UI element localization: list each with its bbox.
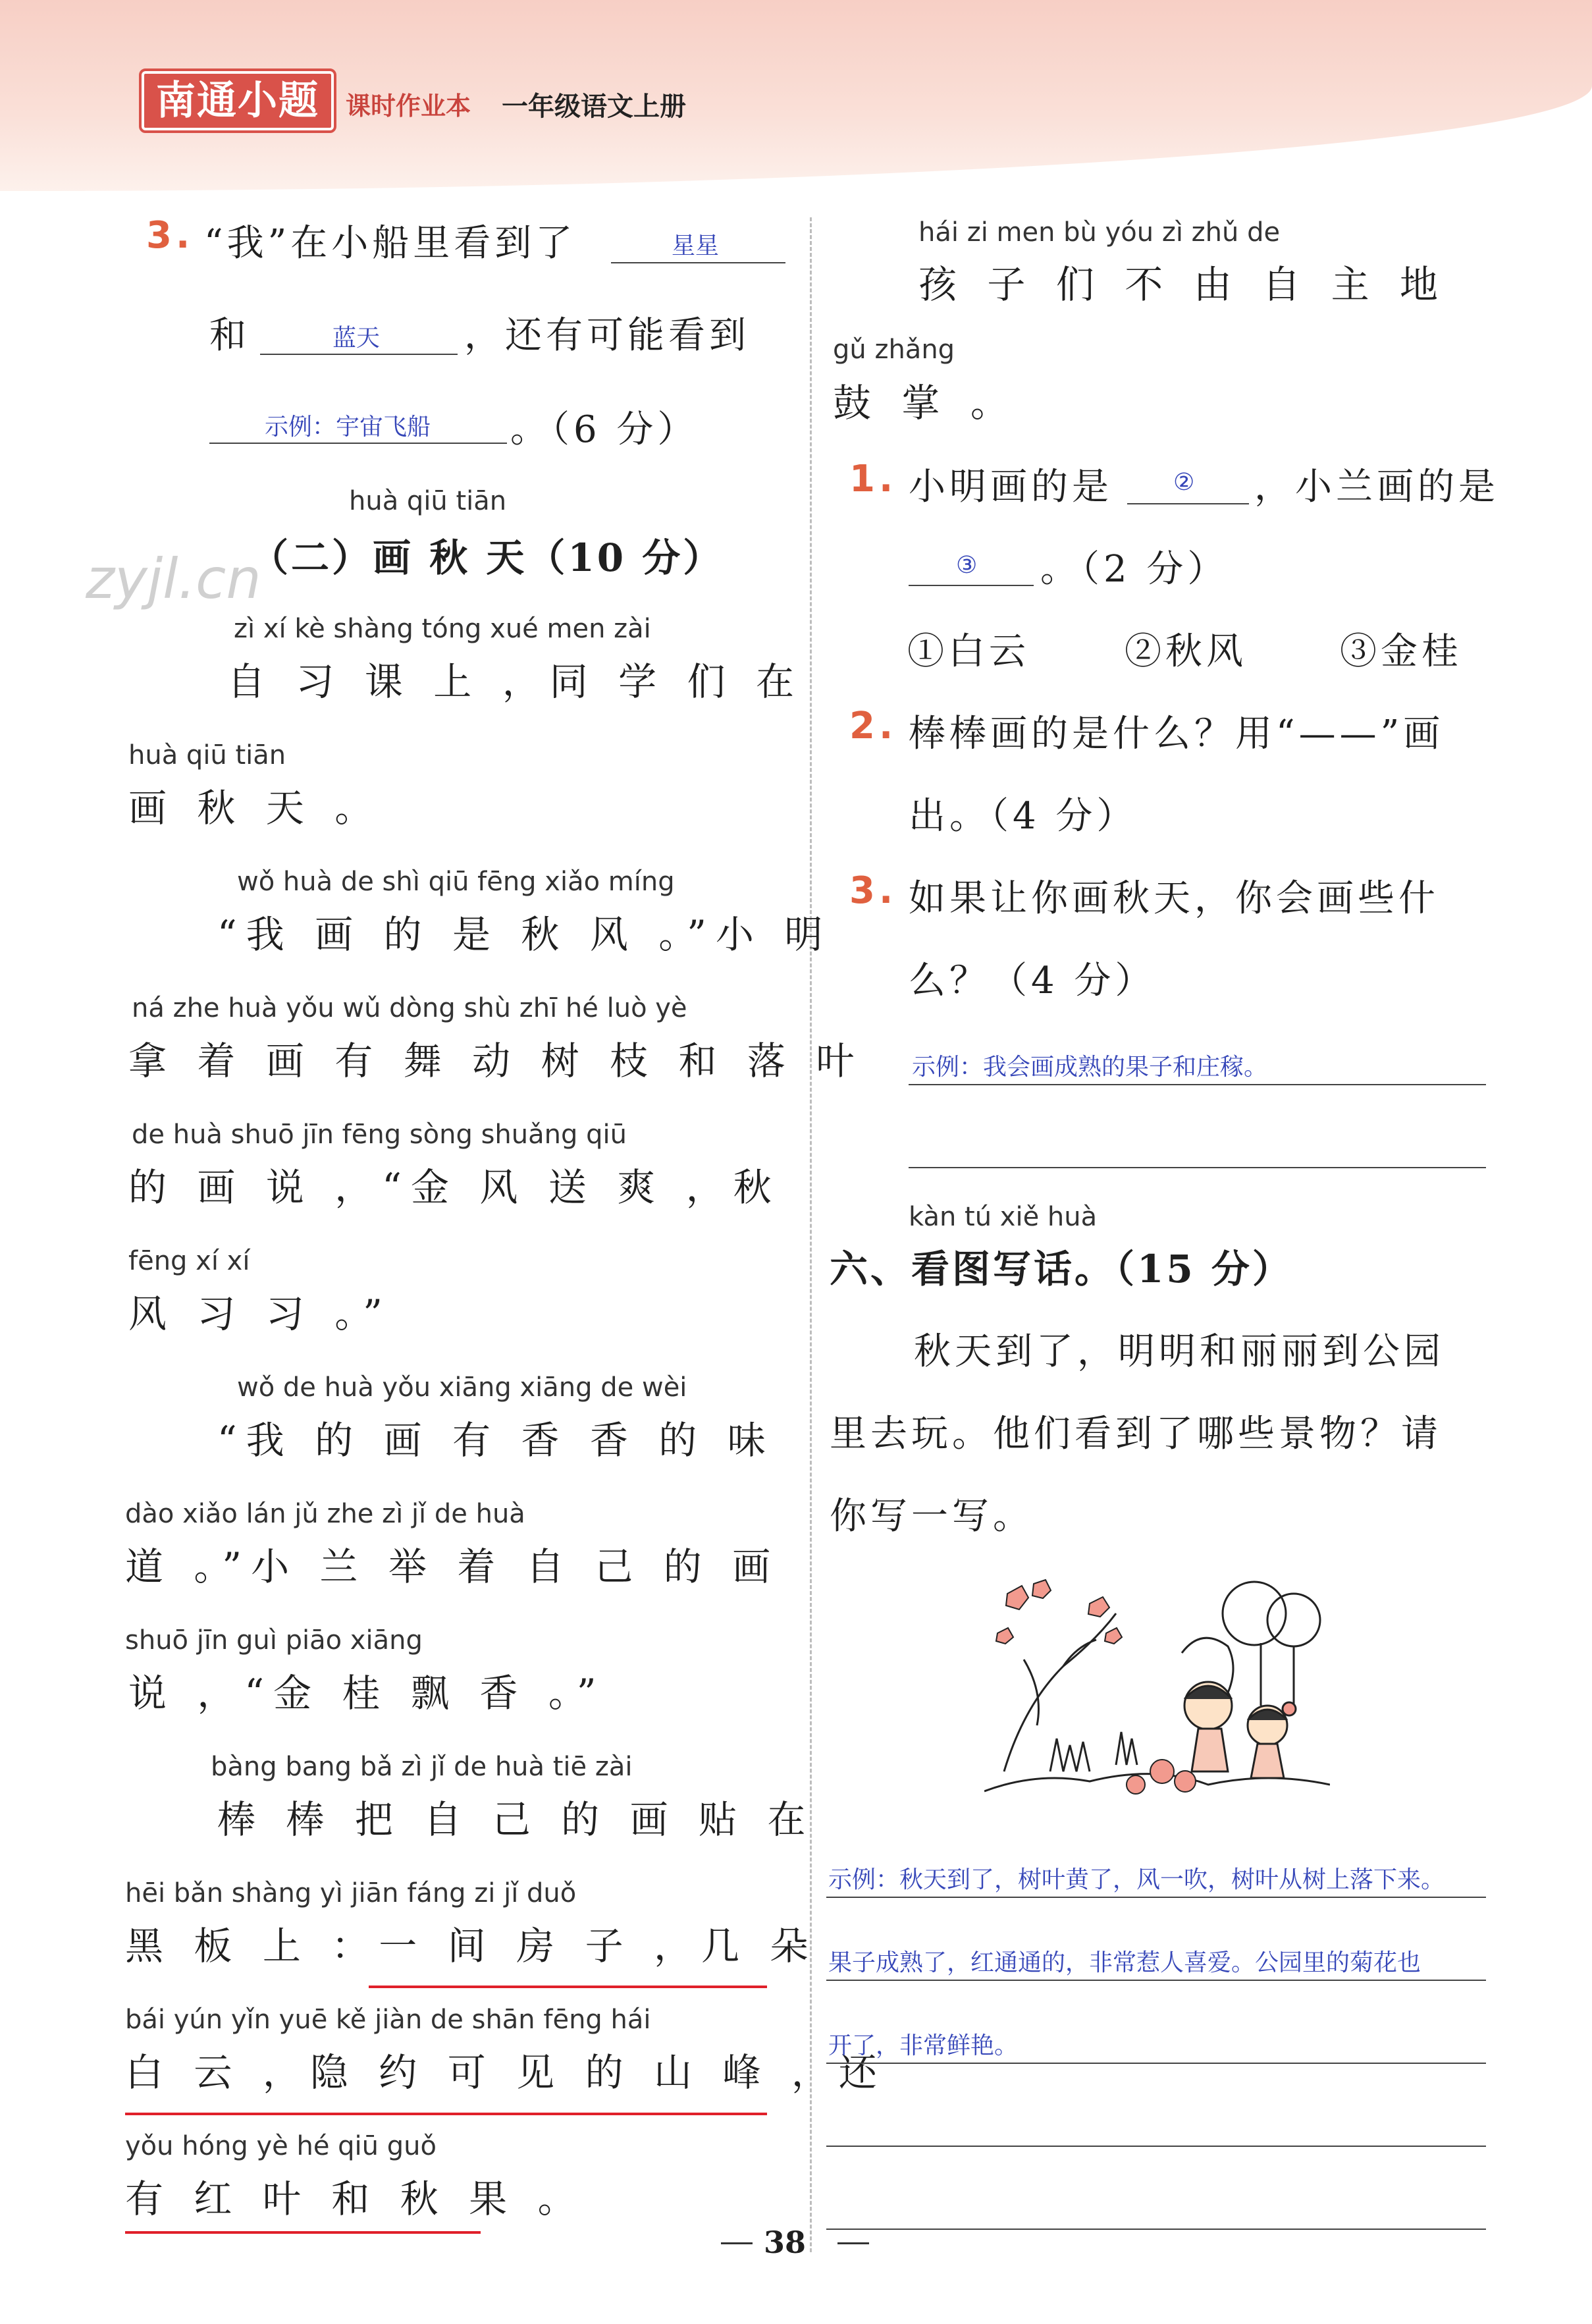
passage-pinyin-10: bàng bang bǎ zì jǐ de huà tiē zài <box>211 1752 633 1782</box>
writing-line-5 <box>826 2229 1486 2230</box>
passage-line-8: 道 。”小 兰 举 着 自 己 的 画 <box>125 1544 780 1589</box>
left-q3-text-c: ，还有可能看到 <box>464 314 750 357</box>
left-q3-blank-1 <box>611 262 785 263</box>
passage-pinyin-6: fēng xí xí <box>128 1246 250 1276</box>
right-q1-text-b: ，小兰画的是 <box>1254 466 1499 508</box>
passage-pinyin-1: zì xí kè shàng tóng xué men zài <box>234 614 651 644</box>
header-subtitle-grade: 一年级语文上册 <box>502 92 686 122</box>
watermark: zyjl.cn <box>86 547 261 611</box>
writing-line-1 <box>826 1897 1486 1898</box>
right-q2-text-a: 棒棒画的是什么？用“——”画 <box>909 713 1445 755</box>
passage-pinyin-4: ná zhe huà yǒu wǔ dòng shù zhī hé luò yè <box>132 993 687 1023</box>
right-q1-option-2: ②秋风 <box>1125 630 1247 673</box>
passage-line-12: 白 云 ，隐 约 可 见 的 山 峰 ，还 <box>125 2050 886 2095</box>
right-q1-text-a: 小明画的是 <box>909 466 1113 508</box>
right-q1-blank-2 <box>909 585 1034 586</box>
section6-title: 六、看图写话。（15 分） <box>830 1247 1293 1291</box>
right-q1-option-3: ③金桂 <box>1340 630 1462 673</box>
passage-line-9: 说 ，“金 桂 飘 香 。” <box>128 1671 606 1716</box>
right-q1-blank-1 <box>1127 503 1249 504</box>
section2-pinyin: huà qiū tiān <box>349 486 507 516</box>
grass <box>1050 1739 1090 1771</box>
passage-pinyin-13: yǒu hóng yè hé qiū guǒ <box>125 2131 437 2161</box>
right-q3-number: 3. <box>849 869 897 912</box>
red-leaf <box>1006 1586 1028 1609</box>
brand-logo: 南通小题 <box>142 71 334 130</box>
right-q1-option-1: ①白云 <box>907 630 1030 673</box>
passage-pinyin-12: bái yún yǐn yuē kě jiàn de shān fēng hái <box>125 2005 651 2035</box>
header-subtitle-series: 课时作业本 <box>346 92 471 121</box>
passage-pinyin-11: hēi bǎn shàng yì jiān fáng zi jǐ duǒ <box>125 1878 577 1908</box>
left-q3-answer-2: 蓝天 <box>332 325 381 352</box>
passage-line-4: 拿 着 画 有 舞 动 树 枝 和 落 叶 <box>128 1039 864 1083</box>
writing-answer-3: 开了，非常鲜艳。 <box>828 2032 1019 2059</box>
right-pinyin-1: hái zi men bù yóu zì zhǔ de <box>918 217 1281 248</box>
tree-crown <box>1223 1582 1286 1645</box>
passage-pinyin-9: shuō jīn guì piāo xiāng <box>125 1625 423 1656</box>
writing-answer-2: 果子成熟了，红通通的，非常惹人喜爱。公园里的菊花也 <box>828 1949 1421 1976</box>
writing-line-3 <box>826 2063 1486 2064</box>
passage-line-5: 的 画 说 ，“金 风 送 爽 ，秋 <box>128 1165 781 1210</box>
passage-pinyin-2: huà qiū tiān <box>128 740 286 770</box>
page-number-dash-right <box>837 2242 869 2244</box>
left-q3-text-a: “我”在小船里看到了 <box>204 222 577 265</box>
section6-prompt-3: 你写一写。 <box>830 1495 1034 1538</box>
passage-line-7: “我 的 画 有 香 香 的 味 <box>217 1418 775 1463</box>
right-q1-answer-1: ② <box>1173 469 1195 496</box>
right-q2-text-b: 出。（4 分） <box>909 795 1138 838</box>
right-q3-text-b: 么？（4 分） <box>909 959 1156 1002</box>
tree-branch <box>1004 1613 1116 1771</box>
left-q3-text-b: 和 <box>209 314 250 357</box>
writing-line-4 <box>826 2146 1486 2147</box>
passage-line-10: 棒 棒 把 自 己 的 画 贴 在 <box>217 1797 815 1842</box>
right-q1-text-c: 。（2 分） <box>1040 548 1229 591</box>
passage-line-6: 风 习 习 。” <box>128 1291 392 1336</box>
right-line-1: 孩 子 们 不 由 自 主 地 <box>918 262 1448 307</box>
section6-prompt-1: 秋天到了，明明和丽丽到公园 <box>914 1330 1445 1373</box>
passage-pinyin-3: wǒ huà de shì qiū fēng xiǎo míng <box>237 867 675 897</box>
underline-answer-3 <box>125 2231 481 2234</box>
section6-prompt-2: 里去玩。他们看到了哪些景物？请 <box>830 1413 1442 1455</box>
right-q2-number: 2. <box>849 705 897 747</box>
chrysanthemum <box>1150 1760 1174 1783</box>
page-number-dash-left <box>721 2242 753 2244</box>
passage-line-1: 自 习 课 上 ，同 学 们 在 <box>227 659 804 704</box>
left-q3-number: 3. <box>146 214 194 257</box>
writing-line-2 <box>826 1980 1486 1981</box>
left-q3-answer-3: 示例：宇宙飞船 <box>265 414 431 441</box>
underline-answer-2 <box>125 2113 767 2115</box>
passage-pinyin-8: dào xiǎo lán jǔ zhe zì jǐ de huà <box>125 1499 525 1529</box>
right-line-2: 鼓 掌 。 <box>833 381 1018 425</box>
right-q1-number: 1. <box>849 458 897 500</box>
right-q3-answer-line-1 <box>909 1084 1486 1085</box>
right-q3-text-a: 如果让你画秋天，你会画些什 <box>909 877 1439 920</box>
left-q3-blank-2 <box>260 354 458 355</box>
section2-title: （二）画 秋 天（10 分） <box>250 535 724 580</box>
right-q3-answer-line-2 <box>909 1167 1486 1168</box>
passage-line-3: “我 画 的 是 秋 风 。”小 明 <box>217 912 832 957</box>
left-q3-text-d: 。（6 分） <box>510 408 699 451</box>
writing-answer-1: 示例：秋天到了，树叶黄了，风一吹，树叶从树上落下来。 <box>828 1866 1445 1893</box>
underline-answer-1 <box>369 1986 767 1988</box>
passage-line-2: 画 秋 天 。 <box>128 786 383 830</box>
passage-line-13: 有 红 叶 和 秋 果 。 <box>125 2176 585 2221</box>
right-pinyin-2: gǔ zhǎng <box>833 335 955 365</box>
left-q3-answer-1: 星星 <box>672 232 720 259</box>
right-q3-answer: 示例：我会画成熟的果子和庄稼。 <box>912 1054 1268 1081</box>
page-number: 38 <box>764 2225 807 2260</box>
section6-pinyin: kàn tú xiě huà <box>909 1202 1098 1232</box>
passage-pinyin-7: wǒ de huà yǒu xiāng xiāng de wèi <box>237 1372 687 1403</box>
left-q3-blank-3 <box>209 443 507 444</box>
passage-line-11: 黑 板 上 ：一 间 房 子 ，几 朵 <box>125 1924 818 1968</box>
right-q1-answer-2: ③ <box>956 552 978 579</box>
autumn-park-illustration <box>984 1574 1330 1808</box>
passage-pinyin-5: de huà shuō jīn fēng sòng shuǎng qiū <box>132 1120 627 1150</box>
